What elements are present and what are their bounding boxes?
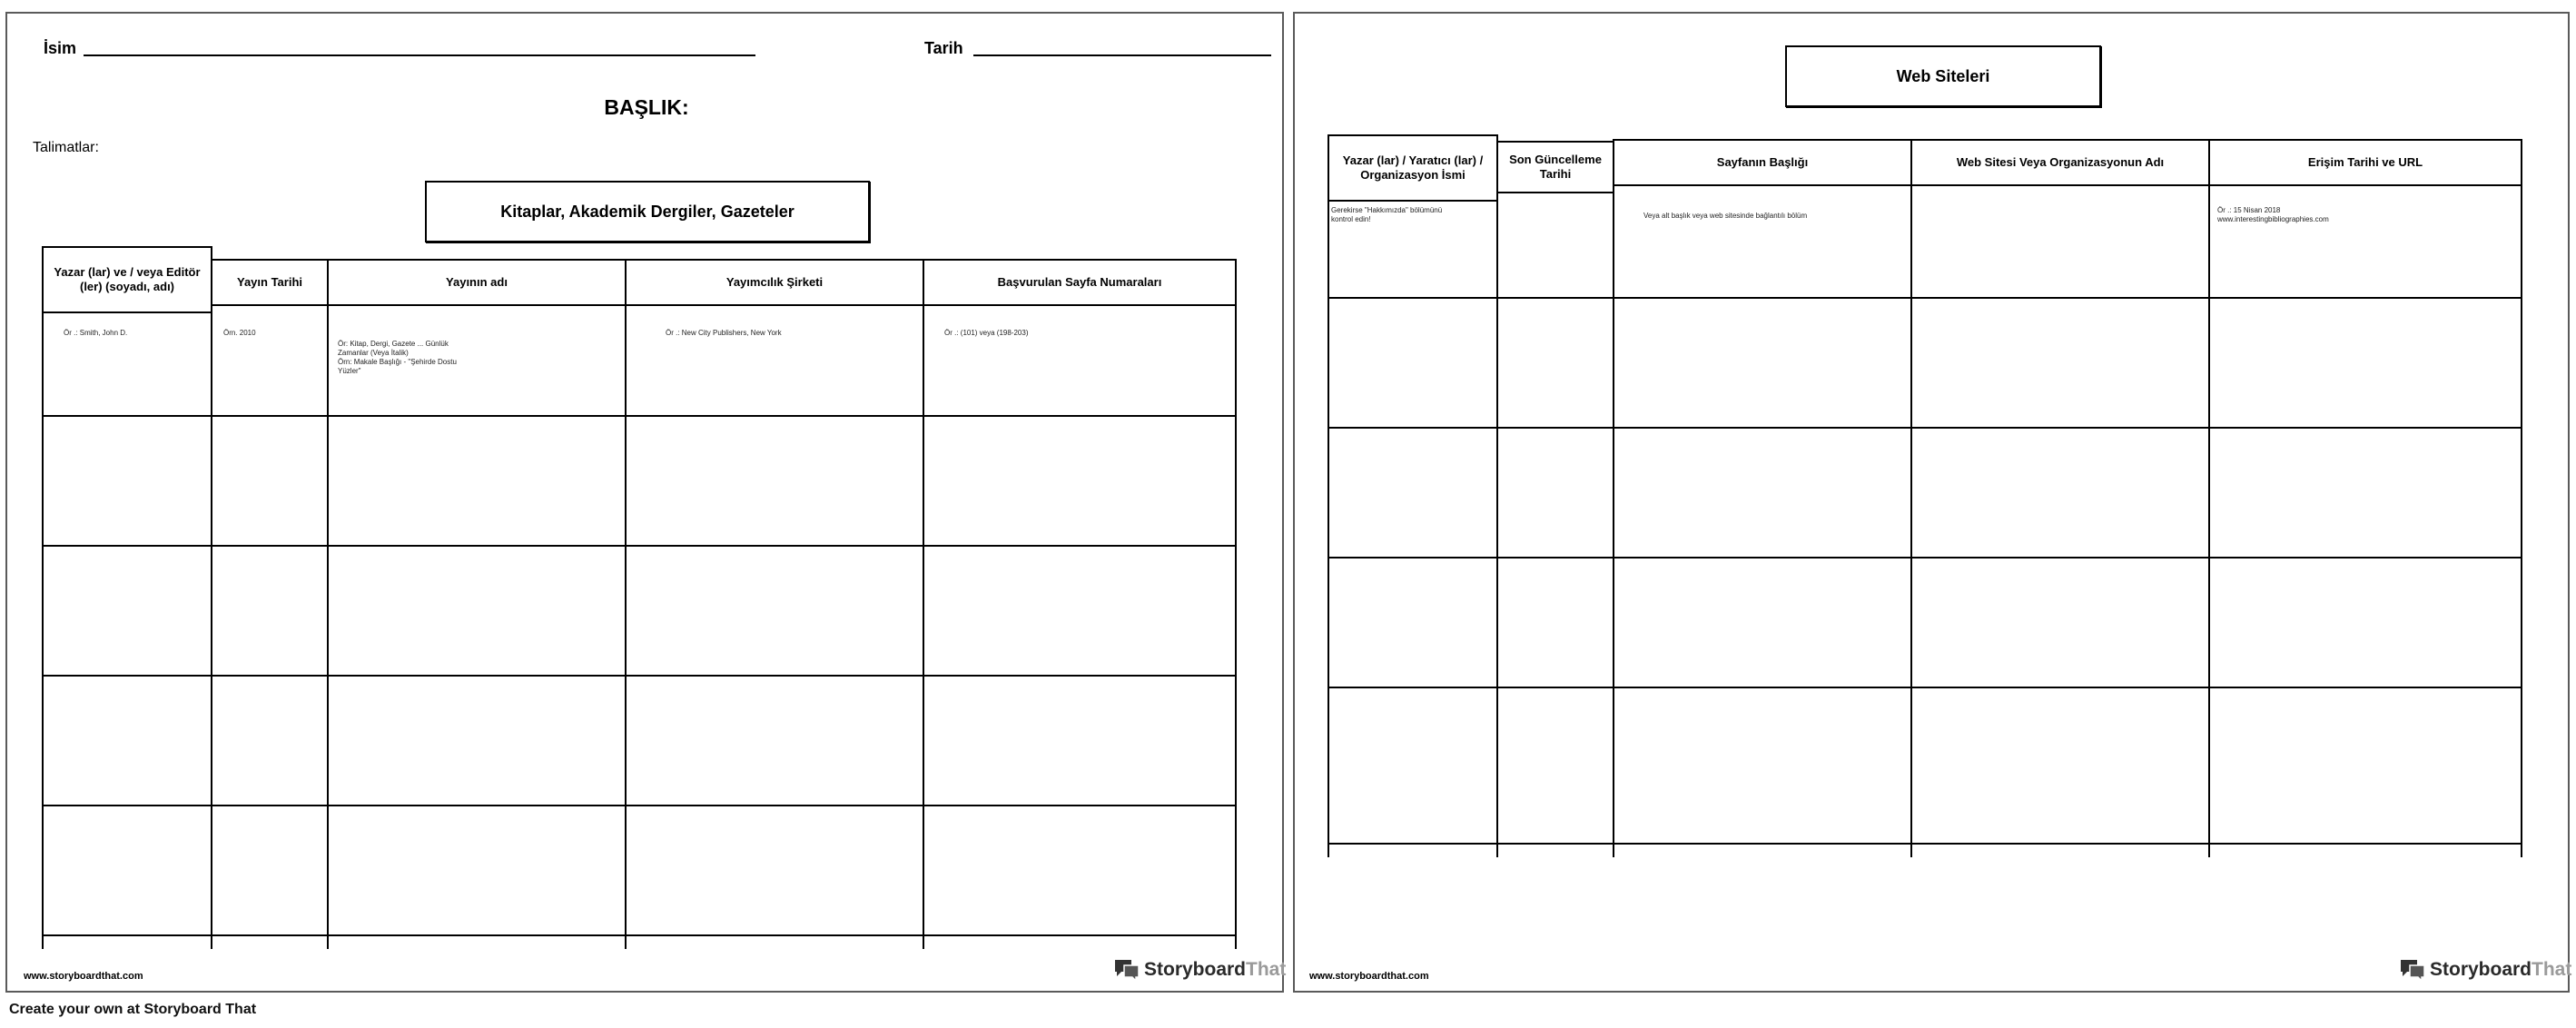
col-header-pub-name: Yayının adı <box>327 259 627 306</box>
storyboardthat-logo: Storyboard That <box>2399 958 2571 982</box>
date-label: Tarih <box>924 39 963 57</box>
example-access-url: Ör .: 15 Nisan 2018 www.interestingbibliographies.com <box>2217 206 2329 223</box>
example-pages: Ör .: (101) veya (198-203) <box>944 329 1029 337</box>
storyboardthat-logo: Storyboard That <box>1113 958 1286 982</box>
col-header-authors: Yazar (lar) ve / veya Editör (ler) (soyadı, adı) <box>42 246 212 313</box>
name-field[interactable] <box>84 54 755 56</box>
speech-bubble-icon <box>1113 958 1140 982</box>
worksheet-page-websites <box>1293 12 2570 993</box>
date-field[interactable] <box>973 54 1271 56</box>
worksheet-page-books <box>5 12 1287 993</box>
speech-bubble-icon <box>2399 958 2426 982</box>
col-header-pub-date: Yayın Tarihi <box>211 259 329 306</box>
col-header-publisher: Yayımcılık Şirketi <box>625 259 924 306</box>
website-link[interactable]: www.storyboardthat.com <box>1309 971 1429 982</box>
example-creator: Gerekirse "Hakkımızda" bölümünü kontrol edin! <box>1331 206 1443 223</box>
create-your-own-link[interactable]: Create your own at Storyboard That <box>9 1002 257 1017</box>
heading: BAŞLIK: <box>604 95 689 119</box>
example-page-title: Veya alt başlık veya web sitesinde bağlantılı bölüm <box>1643 212 1808 220</box>
col-header-last-update: Son Güncelleme Tarihi <box>1496 141 1614 193</box>
instructions-label: Talimatlar: <box>33 140 99 155</box>
example-publisher: Ör .: New City Publishers, New York <box>666 329 782 337</box>
col-header-access-url: Erişim Tarihi ve URL <box>2208 139 2522 186</box>
website-link[interactable]: www.storyboardthat.com <box>24 971 143 982</box>
name-label: İsim <box>44 39 77 57</box>
table-title-books: Kitaplar, Akademik Dergiler, Gazeteler <box>425 181 870 242</box>
col-header-creator: Yazar (lar) / Yaratıcı (lar) / Organizasyon İsmi <box>1327 134 1498 202</box>
example-authors: Ör .: Smith, John D. <box>64 329 128 337</box>
example-pub-name: Ör: Kitap, Dergi, Gazete ... Günlük Zamanlar (Veya İtalik) Örn: Makale Başlığı - "Şehirde Dostu Yüzler" <box>338 340 457 375</box>
col-header-pages: Başvurulan Sayfa Numaraları <box>923 259 1237 306</box>
col-header-page-title: Sayfanın Başlığı <box>1613 139 1912 186</box>
example-pub-date: Örn. 2010 <box>223 329 256 337</box>
table-title-websites: Web Siteleri <box>1785 45 2101 107</box>
col-header-site-name: Web Sitesi Veya Organizasyonun Adı <box>1910 139 2210 186</box>
